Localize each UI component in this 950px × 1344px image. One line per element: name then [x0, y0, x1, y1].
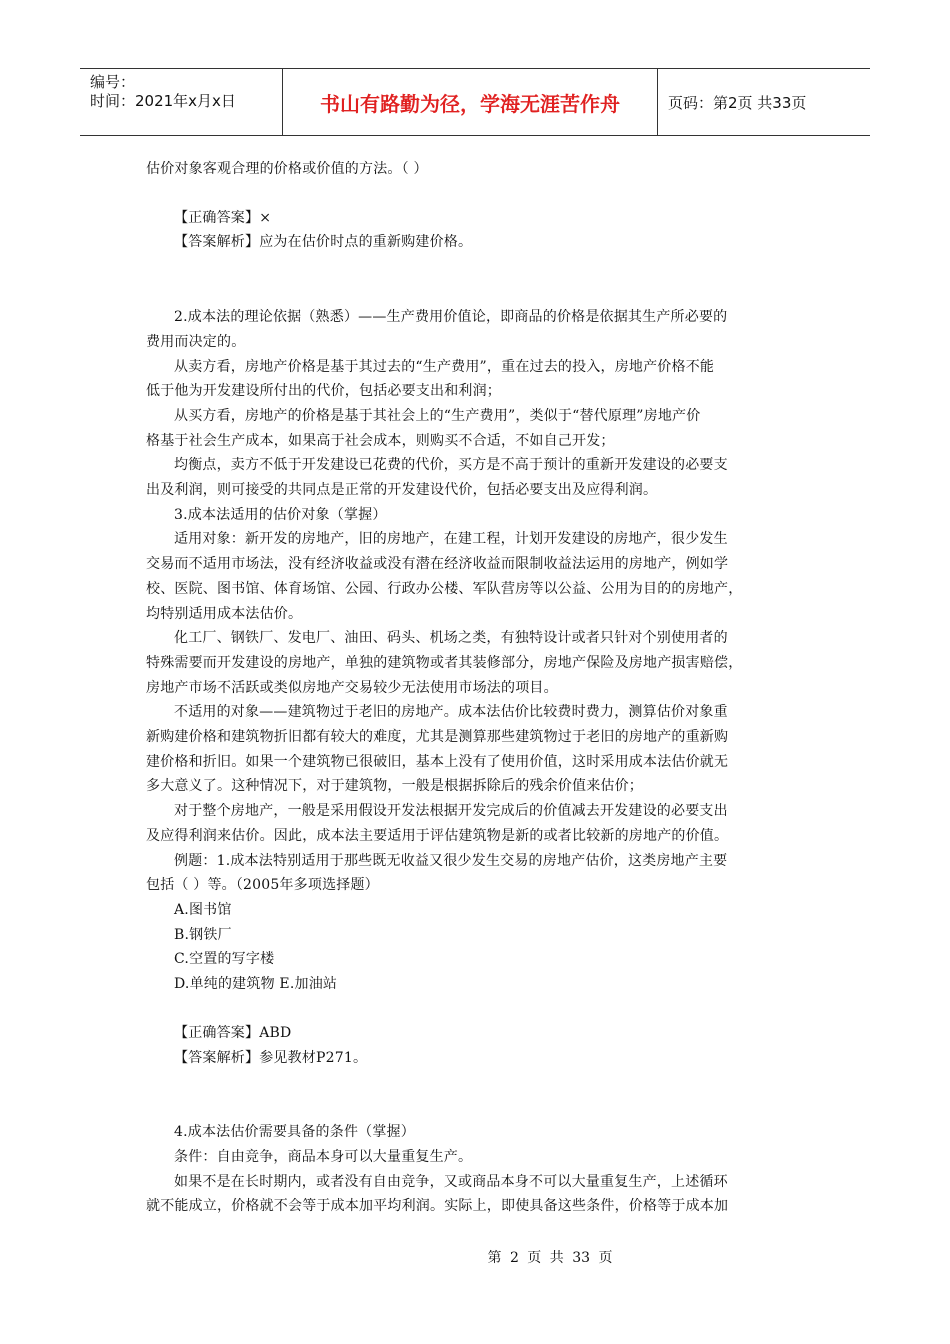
page-header [80, 68, 870, 136]
text-line: 低于他为开发建设所付出的代价，包括必要支出和利润； [146, 383, 501, 400]
text-line: 房地产市场不活跃或类似房地产交易较少无法使用市场法的项目。 [146, 679, 558, 696]
header-meta [80, 69, 283, 135]
text-line: 均特别适用成本法估价。 [146, 605, 303, 622]
text-line: 均衡点，卖方不低于开发建设已花费的代价，买方是不高于预计的重新开发建设的必要支 [174, 457, 728, 474]
text-line: 特殊需要而开发建设的房地产，单独的建筑物或者其装修部分，房地产保险及房地产损害赔偿， [146, 654, 743, 671]
text-line: 就不能成立，价格就不会等于成本加平均利润。实际上，即使具备这些条件，价格等于成本加 [146, 1198, 729, 1215]
option-c: C.空置的写字楼 [174, 951, 275, 968]
text-line: 新购建价格和建筑物折旧都有较大的难度，尤其是测算那些建筑物过于老旧的房地产的重新购 [146, 729, 729, 746]
option-b: B.钢铁厂 [174, 926, 232, 943]
text-line: 条件：自由竞争，商品本身可以大量重复生产。 [174, 1148, 473, 1165]
text-line: 如果不是在长时期内，或者没有自由竞争，又或商品本身不可以大量重复生产，上述循环 [174, 1173, 728, 1190]
document-number-label: 编号： [90, 73, 136, 91]
text-line: 交易而不适用市场法，没有经济收益或没有潜在经济收益而限制收益法运用的房地产，例如学 [146, 556, 729, 573]
page-footer: 第 2 页 共 33 页 [487, 1250, 613, 1266]
text-line: 适用对象：新开发的房地产，旧的房地产，在建工程，计划开发建设的房地产，很少发生 [174, 531, 728, 548]
text-line: 格基于社会生产成本，如果高于社会成本，则购买不合适，不如自己开发； [146, 432, 615, 449]
text-line: 费用而决定的。 [146, 333, 246, 350]
option-a: A.图书馆 [174, 901, 232, 918]
text-line: 校、医院、图书馆、体育场馆、公园、行政办公楼、军队营房等以公益、公用为目的的房地产， [146, 580, 743, 597]
correct-answer: 【正确答案】× [174, 209, 272, 226]
text-line: 不适用的对象——建筑物过于老旧的房地产。成本法估价比较费时费力，测算估价对象重 [174, 704, 728, 721]
option-d-e: D.单纯的建筑物 E.加油站 [174, 976, 338, 993]
header-motto: 书山有路勤为径，学海无涯苦作舟 [283, 69, 658, 135]
header-page-info: 页码：第2页 共33页 [668, 93, 807, 112]
section-heading: 3.成本法适用的估价对象（掌握） [174, 506, 387, 523]
text-line: 及应得利润来估价。因此，成本法主要适用于评估建筑物是新的或者比较新的房地产的价值。 [146, 827, 729, 844]
text-line: 建价格和折旧。如果一个建筑物已很破旧，基本上没有了使用价值，这时采用成本法估价就无 [146, 753, 729, 770]
correct-answer: 【正确答案】ABD [174, 1024, 292, 1041]
text-line: 从买方看，房地产的价格是基于其社会上的“生产费用”，类似于“替代原理”房地产价 [174, 407, 701, 424]
section-heading: 4.成本法估价需要具备的条件（掌握） [174, 1124, 415, 1141]
answer-explanation: 【答案解析】参见教材P271。 [174, 1049, 368, 1066]
document-body [146, 157, 816, 1219]
text-line: 包括（ ）等。（2005年多项选择题） [146, 877, 379, 894]
answer-explanation: 【答案解析】应为在估价时点的重新购建价格。 [174, 234, 473, 251]
text-line: 从卖方看，房地产价格是基于其过去的“生产费用”，重在过去的投入，房地产价格不能 [174, 358, 715, 375]
text-line: 多大意义了。这种情况下，对于建筑物，一般是根据拆除后的残余价值来估价； [146, 778, 643, 795]
text-line: 估价对象客观合理的价格或价值的方法。（ ） [146, 161, 428, 177]
text-line: 对于整个房地产，一般是采用假设开发法根据开发完成后的价值减去开发建设的必要支出 [174, 803, 728, 820]
text-line: 出及利润，则可接受的共同点是正常的开发建设代价，包括必要支出及应得利润。 [146, 482, 658, 499]
text-line: 化工厂、钢铁厂、发电厂、油田、码头、机场之类，有独特设计或者只针对个别使用者的 [174, 630, 728, 647]
section-heading: 2.成本法的理论依据（熟悉）——生产费用价值论，即商品的价格是依据其生产所必要的 [174, 309, 728, 326]
document-date: 时间：2021年x月x日 [90, 92, 236, 110]
example-question: 例题：1.成本法特别适用于那些既无收益又很少发生交易的房地产估价，这类房地产主要 [174, 852, 728, 869]
